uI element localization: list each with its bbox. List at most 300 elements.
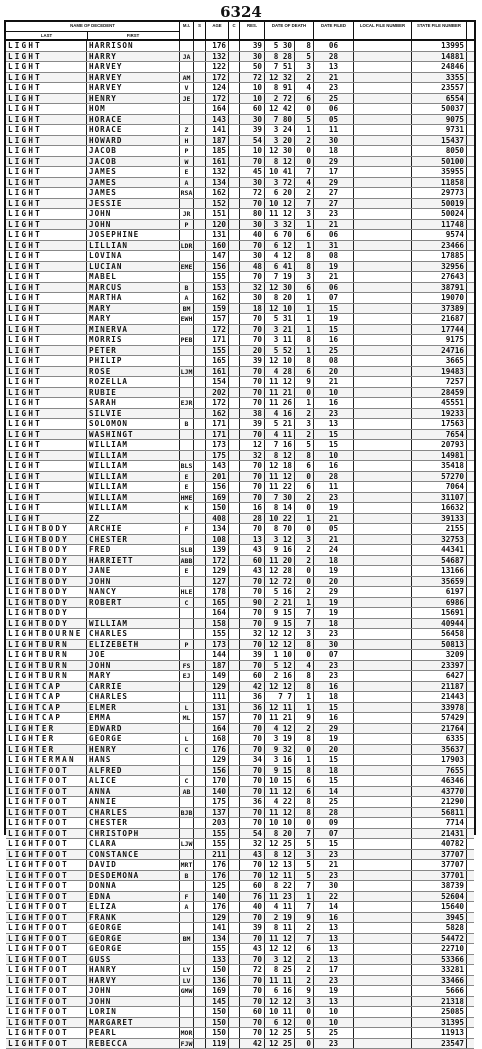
record-dmo-cell: 3 16	[265, 755, 295, 766]
record-end-cell	[467, 41, 474, 52]
record-cty-cell	[229, 650, 240, 661]
record-rsd-cell: 70	[240, 587, 265, 598]
header-res-label: RES.	[240, 22, 264, 28]
record-cty-cell	[229, 73, 240, 84]
record-first-cell: MARTHA	[87, 293, 180, 304]
record-mi-cell	[180, 535, 194, 546]
record-dmo-cell: 5 52	[265, 346, 295, 357]
record-sfn-cell: 9175	[412, 335, 467, 346]
record-end-cell	[467, 650, 474, 661]
record-fdt-cell: 22	[314, 892, 354, 903]
record-age-cell: 150	[206, 965, 229, 976]
record-cty-cell	[229, 955, 240, 966]
record-end-cell	[467, 818, 474, 829]
record-dmo-cell: 12 42	[265, 104, 295, 115]
record-last-cell: LIGHTFOOT	[6, 776, 87, 787]
record-sex-cell	[194, 314, 206, 325]
record-row	[6, 503, 474, 514]
record-cty-cell	[229, 1007, 240, 1018]
record-last-cell: LIGHT	[6, 104, 87, 115]
record-fdt-cell: 15	[314, 755, 354, 766]
record-dmo-cell: 7 30	[265, 493, 295, 504]
record-cty-cell	[229, 125, 240, 136]
record-last-cell: LIGHT	[6, 356, 87, 367]
record-first-cell: JAMES	[87, 167, 180, 178]
record-row	[6, 94, 474, 105]
record-dyr-cell: 0	[295, 818, 314, 829]
record-end-cell	[467, 829, 474, 840]
record-last-cell: LIGHTFOOT	[6, 818, 87, 829]
record-cty-cell	[229, 314, 240, 325]
record-cty-cell	[229, 440, 240, 451]
record-loc-cell	[354, 461, 412, 472]
record-fdt-cell: 25	[314, 1028, 354, 1039]
record-mi-cell: A	[180, 902, 194, 913]
record-last-cell: LIGHTFOOT	[6, 860, 87, 871]
record-sex-cell	[194, 692, 206, 703]
record-sex-cell	[194, 703, 206, 714]
record-last-cell: LIGHT	[6, 493, 87, 504]
record-rsd-cell: 70	[240, 524, 265, 535]
record-age-cell: 119	[206, 1039, 229, 1049]
record-sfn-cell: 53366	[412, 955, 467, 966]
record-sfn-cell: 33978	[412, 703, 467, 714]
record-last-cell: LIGHTBOURNE	[6, 629, 87, 640]
record-end-cell	[467, 73, 474, 84]
record-sfn-cell: 6554	[412, 94, 467, 105]
record-end-cell	[467, 902, 474, 913]
record-fdt-cell: 10	[314, 1007, 354, 1018]
record-last-cell: LIGHTFOOT	[6, 1028, 87, 1039]
record-sfn-cell: 54472	[412, 934, 467, 945]
record-sfn-cell: 56811	[412, 808, 467, 819]
record-first-cell: GUSS	[87, 955, 180, 966]
record-rsd-cell: 50	[240, 62, 265, 73]
record-fdt-cell: 23	[314, 976, 354, 987]
record-age-cell: 124	[206, 83, 229, 94]
record-dmo-cell: 12 12	[265, 640, 295, 651]
record-last-cell: LIGHT	[6, 325, 87, 336]
record-rsd-cell: 18	[240, 304, 265, 315]
record-first-cell: JAMES	[87, 178, 180, 189]
record-dmo-cell: 4 11	[265, 430, 295, 441]
record-cty-cell	[229, 1028, 240, 1039]
record-end-cell	[467, 440, 474, 451]
record-last-cell: LIGHT	[6, 482, 87, 493]
record-rsd-cell: 32	[240, 629, 265, 640]
record-cty-cell	[229, 188, 240, 199]
record-age-cell: 201	[206, 472, 229, 483]
record-end-cell	[467, 535, 474, 546]
record-rsd-cell: 20	[240, 346, 265, 357]
record-sex-cell	[194, 545, 206, 556]
record-rsd-cell: 40	[240, 230, 265, 241]
record-end-cell	[467, 713, 474, 724]
record-row	[6, 650, 474, 661]
record-mi-cell: P	[180, 220, 194, 231]
record-sex-cell	[194, 398, 206, 409]
record-fdt-cell: 10	[314, 388, 354, 399]
record-dyr-cell: 9	[295, 713, 314, 724]
record-cty-cell	[229, 808, 240, 819]
record-first-cell: GEORGE	[87, 923, 180, 934]
record-row	[6, 860, 474, 871]
record-rsd-cell: 60	[240, 1007, 265, 1018]
record-loc-cell	[354, 146, 412, 157]
record-age-cell: 176	[206, 860, 229, 871]
record-fdt-cell: 15	[314, 703, 354, 714]
record-first-cell: PETER	[87, 346, 180, 357]
record-fdt-cell: 11	[314, 125, 354, 136]
record-mi-cell	[180, 356, 194, 367]
record-first-cell: CARRIE	[87, 682, 180, 693]
record-dyr-cell: 2	[295, 955, 314, 966]
record-cty-cell	[229, 325, 240, 336]
record-age-cell: 150	[206, 503, 229, 514]
record-dmo-cell: 8 12	[265, 451, 295, 462]
record-last-cell: LIGHTFOOT	[6, 850, 87, 861]
record-row	[6, 388, 474, 399]
record-last-cell: LIGHT	[6, 209, 87, 220]
record-cty-cell	[229, 83, 240, 94]
record-fdt-cell: 27	[314, 188, 354, 199]
record-cty-cell	[229, 94, 240, 105]
record-dyr-cell: 2	[295, 493, 314, 504]
record-sex-cell	[194, 566, 206, 577]
record-dmo-cell: 5 31	[265, 314, 295, 325]
record-fdt-cell: 09	[314, 818, 354, 829]
record-loc-cell	[354, 304, 412, 315]
record-age-cell: 157	[206, 314, 229, 325]
record-cty-cell	[229, 493, 240, 504]
record-row	[6, 818, 474, 829]
record-loc-cell	[354, 377, 412, 388]
record-sex-cell	[194, 965, 206, 976]
record-first-cell: MARY	[87, 314, 180, 325]
record-last-cell: LIGHT	[6, 73, 87, 84]
record-sex-cell	[194, 535, 206, 546]
record-age-cell: 408	[206, 514, 229, 525]
record-dyr-cell: 6	[295, 230, 314, 241]
record-row	[6, 514, 474, 525]
record-rsd-cell: 70	[240, 776, 265, 787]
record-sfn-cell: 33281	[412, 965, 467, 976]
record-rsd-cell: 60	[240, 556, 265, 567]
record-end-cell	[467, 913, 474, 924]
record-rsd-cell: 70	[240, 388, 265, 399]
record-last-cell: LIGHT	[6, 262, 87, 273]
record-end-cell	[467, 283, 474, 294]
record-loc-cell	[354, 797, 412, 808]
record-loc-cell	[354, 871, 412, 882]
record-sex-cell	[194, 146, 206, 157]
record-mi-cell: BM	[180, 304, 194, 315]
record-rsd-cell: 70	[240, 367, 265, 378]
record-mi-cell	[180, 766, 194, 777]
record-end-cell	[467, 199, 474, 210]
record-last-cell: LIGHTFOOT	[6, 829, 87, 840]
record-last-cell: LIGHTFOOT	[6, 986, 87, 997]
record-sex-cell	[194, 94, 206, 105]
record-first-cell: ROSE	[87, 367, 180, 378]
record-sfn-cell: 50024	[412, 209, 467, 220]
record-sfn-cell: 11913	[412, 1028, 467, 1039]
record-loc-cell	[354, 73, 412, 84]
record-row	[6, 440, 474, 451]
record-sfn-cell: 24716	[412, 346, 467, 357]
record-sfn-cell: 39133	[412, 514, 467, 525]
record-rsd-cell: 10	[240, 146, 265, 157]
record-loc-cell	[354, 241, 412, 252]
record-mi-cell: W	[180, 157, 194, 168]
record-sex-cell	[194, 272, 206, 283]
record-mi-cell	[180, 619, 194, 630]
record-sfn-cell: 14881	[412, 52, 467, 63]
record-fdt-cell: 14	[314, 902, 354, 913]
record-age-cell: 132	[206, 167, 229, 178]
record-fdt-cell: 23	[314, 871, 354, 882]
record-loc-cell	[354, 671, 412, 682]
record-rsd-cell: 70	[240, 272, 265, 283]
record-row	[6, 829, 474, 840]
record-first-cell: HORACE	[87, 125, 180, 136]
record-rsd-cell: 72	[240, 965, 265, 976]
record-first-cell: PHILIP	[87, 356, 180, 367]
record-fdt-cell: 21	[314, 377, 354, 388]
record-sex-cell	[194, 377, 206, 388]
record-mi-cell: E	[180, 167, 194, 178]
record-age-cell: 155	[206, 829, 229, 840]
record-cty-cell	[229, 52, 240, 63]
record-end-cell	[467, 272, 474, 283]
record-sex-cell	[194, 73, 206, 84]
record-dmo-cell: 5 30	[265, 41, 295, 52]
record-end-cell	[467, 388, 474, 399]
record-sex-cell	[194, 619, 206, 630]
record-age-cell: 176	[206, 745, 229, 756]
record-rsd-cell: 32	[240, 283, 265, 294]
record-sex-cell	[194, 136, 206, 147]
record-dyr-cell: 8	[295, 766, 314, 777]
record-fdt-cell: 31	[314, 241, 354, 252]
record-dmo-cell: 8 14	[265, 503, 295, 514]
record-fdt-cell: 08	[314, 251, 354, 262]
record-row	[6, 241, 474, 252]
record-last-cell: LIGHTFOOT	[6, 944, 87, 955]
record-fdt-cell: 23	[314, 661, 354, 672]
record-end-cell	[467, 986, 474, 997]
record-fdt-cell: 13	[314, 923, 354, 934]
record-first-cell: PEARL	[87, 1028, 180, 1039]
record-dmo-cell: 8 20	[265, 829, 295, 840]
record-dyr-cell: 1	[295, 755, 314, 766]
record-age-cell: 155	[206, 272, 229, 283]
record-fdt-cell: 15	[314, 304, 354, 315]
record-first-cell: CHRISTOPH	[87, 829, 180, 840]
record-row	[6, 703, 474, 714]
record-sex-cell	[194, 388, 206, 399]
record-mi-cell: V	[180, 83, 194, 94]
record-sex-cell	[194, 220, 206, 231]
record-mi-cell	[180, 944, 194, 955]
record-sfn-cell: 17563	[412, 419, 467, 430]
record-row	[6, 493, 474, 504]
record-end-cell	[467, 556, 474, 567]
record-loc-cell	[354, 808, 412, 819]
record-cty-cell	[229, 241, 240, 252]
record-sfn-cell: 19233	[412, 409, 467, 420]
record-rsd-cell: 90	[240, 598, 265, 609]
record-loc-cell	[354, 839, 412, 850]
record-sfn-cell: 7654	[412, 430, 467, 441]
record-age-cell: 157	[206, 713, 229, 724]
record-mi-cell	[180, 409, 194, 420]
header-first: FIRST	[87, 31, 179, 39]
record-dyr-cell: 4	[295, 83, 314, 94]
record-first-cell: JOHN	[87, 209, 180, 220]
record-first-cell: GEORGE	[87, 934, 180, 945]
record-mi-cell	[180, 440, 194, 451]
record-fdt-cell: 29	[314, 178, 354, 189]
record-loc-cell	[354, 419, 412, 430]
record-dyr-cell: 2	[295, 976, 314, 987]
record-last-cell: LIGHTFOOT	[6, 766, 87, 777]
record-rsd-cell: 16	[240, 503, 265, 514]
record-rsd-cell: 70	[240, 724, 265, 735]
record-dyr-cell: 3	[295, 535, 314, 546]
record-loc-cell	[354, 472, 412, 483]
record-last-cell: LIGHTFOOT	[6, 923, 87, 934]
record-dyr-cell: 5	[295, 52, 314, 63]
record-age-cell: 172	[206, 556, 229, 567]
record-dyr-cell: 2	[295, 430, 314, 441]
record-fdt-cell: 23	[314, 209, 354, 220]
record-rsd-cell: 36	[240, 703, 265, 714]
record-mi-cell: P	[180, 146, 194, 157]
record-dmo-cell: 8 28	[265, 52, 295, 63]
record-cty-cell	[229, 157, 240, 168]
record-first-cell: HENRY	[87, 745, 180, 756]
record-cty-cell	[229, 535, 240, 546]
record-row	[6, 62, 474, 73]
record-cty-cell	[229, 398, 240, 409]
record-rsd-cell: 70	[240, 913, 265, 924]
header-local-file-label: LOCAL FILE NUMBER	[354, 22, 411, 28]
record-last-cell: LIGHT	[6, 451, 87, 462]
record-end-cell	[467, 146, 474, 157]
record-last-cell: LIGHTBODY	[6, 535, 87, 546]
record-last-cell: LIGHTCAP	[6, 682, 87, 693]
record-first-cell: JOHN	[87, 661, 180, 672]
record-last-cell: LIGHTBODY	[6, 524, 87, 535]
record-cty-cell	[229, 881, 240, 892]
record-sex-cell	[194, 608, 206, 619]
record-last-cell: LIGHT	[6, 304, 87, 315]
record-mi-cell	[180, 1007, 194, 1018]
record-age-cell: 129	[206, 755, 229, 766]
record-row	[6, 755, 474, 766]
record-age-cell: 131	[206, 230, 229, 241]
record-fdt-cell: 28	[314, 472, 354, 483]
record-dmo-cell: 11 20	[265, 556, 295, 567]
record-end-cell	[467, 682, 474, 693]
record-last-cell: LIGHT	[6, 62, 87, 73]
record-fdt-cell: 16	[314, 335, 354, 346]
record-age-cell: 151	[206, 209, 229, 220]
record-row	[6, 766, 474, 777]
record-sfn-cell: 9574	[412, 230, 467, 241]
record-fdt-cell: 27	[314, 199, 354, 210]
record-dyr-cell: 1	[295, 314, 314, 325]
record-loc-cell	[354, 220, 412, 231]
record-loc-cell	[354, 125, 412, 136]
record-mi-cell: JA	[180, 52, 194, 63]
record-mi-cell: FJW	[180, 1039, 194, 1049]
record-loc-cell	[354, 650, 412, 661]
record-dyr-cell: 8	[295, 671, 314, 682]
record-age-cell: 169	[206, 493, 229, 504]
record-row	[6, 1018, 474, 1029]
record-dyr-cell: 5	[295, 860, 314, 871]
record-dmo-cell: 10 41	[265, 167, 295, 178]
record-loc-cell	[354, 335, 412, 346]
record-first-cell: MARY	[87, 671, 180, 682]
record-sfn-cell: 8050	[412, 146, 467, 157]
record-fdt-cell: 13	[314, 934, 354, 945]
record-fdt-cell: 16	[314, 913, 354, 924]
record-last-cell: LIGHT	[6, 94, 87, 105]
record-sex-cell	[194, 178, 206, 189]
record-row	[6, 209, 474, 220]
record-cty-cell	[229, 661, 240, 672]
record-row	[6, 125, 474, 136]
record-sfn-cell: 3945	[412, 913, 467, 924]
record-end-cell	[467, 356, 474, 367]
record-mi-cell: MOR	[180, 1028, 194, 1039]
record-loc-cell	[354, 577, 412, 588]
record-first-cell: JACOB	[87, 146, 180, 157]
record-dmo-cell: 4 28	[265, 367, 295, 378]
record-dyr-cell: 6	[295, 367, 314, 378]
record-row	[6, 430, 474, 441]
record-fdt-cell: 13	[314, 62, 354, 73]
record-age-cell: 111	[206, 692, 229, 703]
record-rsd-cell: 39	[240, 356, 265, 367]
record-loc-cell	[354, 913, 412, 924]
record-sex-cell	[194, 472, 206, 483]
record-cty-cell	[229, 839, 240, 850]
record-mi-cell: BLS	[180, 461, 194, 472]
record-dyr-cell: 0	[295, 146, 314, 157]
record-rsd-cell: 70	[240, 1018, 265, 1029]
record-row	[6, 787, 474, 798]
record-end-cell	[467, 377, 474, 388]
record-sfn-cell: 17903	[412, 755, 467, 766]
record-loc-cell	[354, 724, 412, 735]
record-fdt-cell: 16	[314, 713, 354, 724]
record-row	[6, 587, 474, 598]
record-dyr-cell: 2	[295, 724, 314, 735]
record-first-cell: JOHN	[87, 986, 180, 997]
record-dyr-cell: 2	[295, 136, 314, 147]
record-last-cell: LIGHTER	[6, 734, 87, 745]
record-mi-cell	[180, 850, 194, 861]
record-cty-cell	[229, 587, 240, 598]
record-loc-cell	[354, 503, 412, 514]
record-dyr-cell: 7	[295, 608, 314, 619]
record-mi-cell: FS	[180, 661, 194, 672]
record-first-cell: LOVINA	[87, 251, 180, 262]
